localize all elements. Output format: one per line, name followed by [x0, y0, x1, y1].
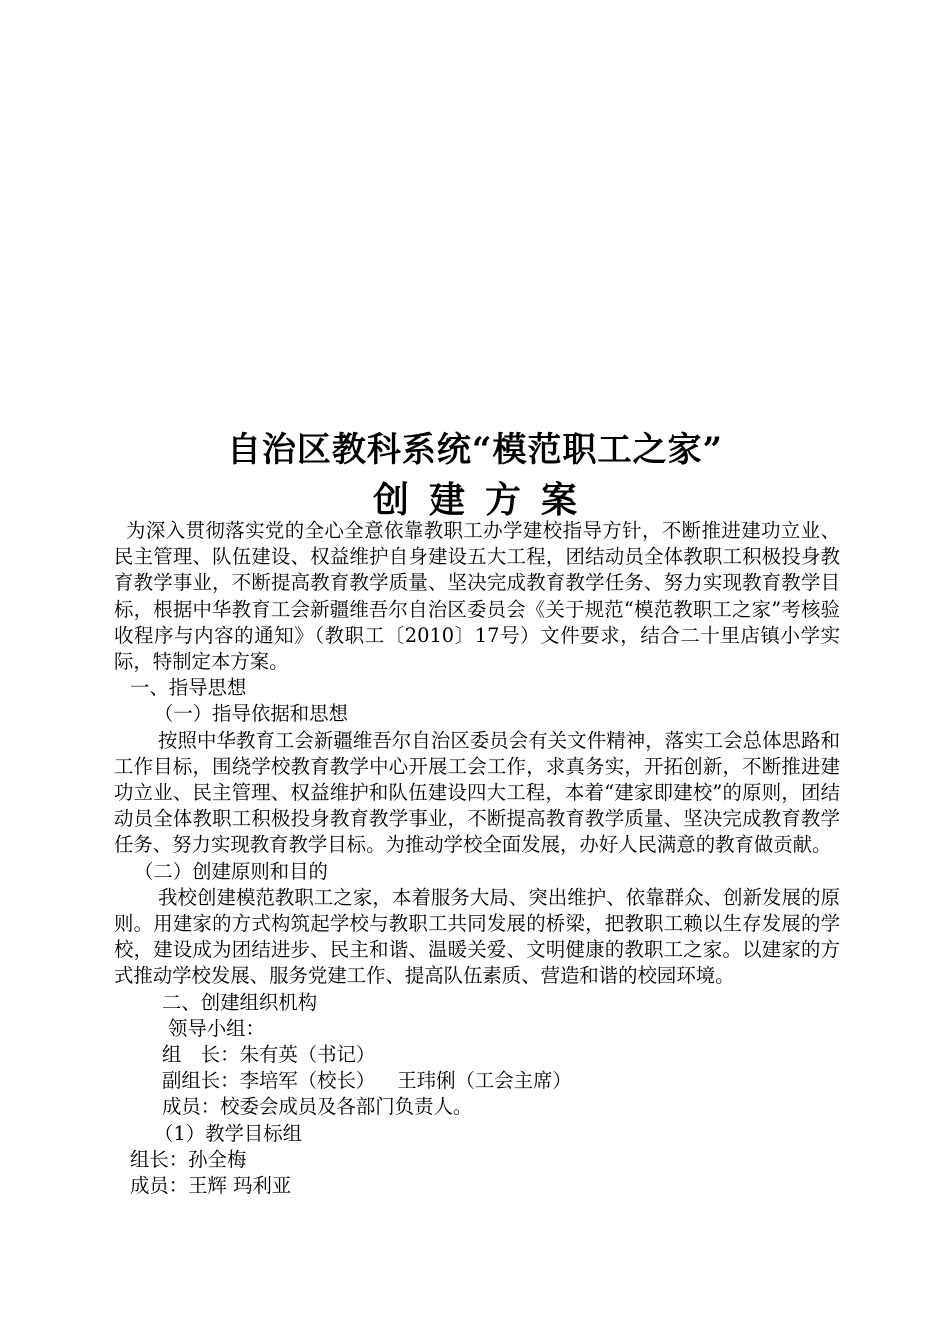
section1-heading: 一、指导思想 — [130, 676, 247, 700]
section1-sub2-heading: （二）创建原则和目的 — [134, 859, 328, 883]
group1-members-value: 王辉 玛利亚 — [188, 1174, 292, 1198]
group1-members-row — [114, 1173, 840, 1199]
deputy-label: 副组长： — [162, 1069, 240, 1093]
group1-leader-row — [114, 1147, 840, 1173]
document-body — [114, 518, 840, 1199]
deputy-value-2: 王玮俐（工会主席） — [397, 1069, 572, 1093]
deputy-value-1: 李培军（校长） — [239, 1069, 376, 1093]
leader-row — [114, 1042, 840, 1068]
section1-sub2-paragraph: 我校创建模范教职工之家，本着服务大局、突出维护、依靠群众、创新发展的原则。用建家的方式构筑起学校与教职工共同发展的桥梁，把教职工赖以生存发展的学校，建设成为团结进步、民主和谐、温暖关爱、文明健康的教职工之家。以建家的方式推动学校发展、服务党建工作、提高队伍素质、营造和谐的校园环境。 — [114, 885, 840, 988]
group1-leader-value: 孙全梅 — [188, 1147, 247, 1171]
section1-sub1-heading: （一）指导依据和思想 — [154, 702, 348, 726]
group1-heading: （1）教学目标组 — [154, 1121, 303, 1145]
members-row — [114, 1094, 840, 1120]
leader-value: 朱有英（书记） — [239, 1043, 376, 1067]
leader-label: 组 长： — [162, 1043, 240, 1067]
intro-paragraph: 为深入贯彻落实党的全心全意依靠教职工办学建校指导方针，不断推进建功立业、民主管理、队伍建设、权益维护自身建设五大工程，团结动员全体教职工积极投身教育教学事业，不断提高教育教学质量、坚决完成教育教学任务、努力实现教育教学目标，根据中华教育工会新疆维吾尔自治区委员会《关于规范“模范教职工之家”考核验收程序与内容的通知》（教职工〔2010〕17号）文件要求，结合二十里店镇小学实际，特制定本方案。 — [114, 519, 840, 674]
document-subtitle: 创建方案 — [372, 479, 597, 521]
leadership-heading: 领导小组： — [168, 1016, 265, 1040]
deputy-row — [114, 1068, 840, 1094]
section1-sub1-paragraph: 按照中华教育工会新疆维吾尔自治区委员会有关文件精神，落实工会总体思路和工作目标，围绕学校教育教学中心开展工会工作，求真务实，开拓创新，不断推进建功立业、民主管理、权益维护和队伍建设四大工程，本着“建家即建校”的原则，团结动员全体教职工积极投身教育教学事业，不断提高教育教学质量、坚决完成教育教学任务、努力实现教育教学目标。为推动学校全面发展，办好人民满意的教育做贡献。 — [114, 728, 840, 857]
members-value: 校委会成员及各部门负责人。 — [220, 1095, 473, 1119]
group1-members-label: 成员： — [130, 1174, 189, 1198]
document-title: 自治区教科系统“模范职工之家” — [226, 430, 724, 470]
section2-heading: 二、创建组织机构 — [162, 990, 318, 1014]
group1-leader-label: 组长： — [130, 1147, 189, 1171]
members-label: 成员： — [162, 1095, 221, 1119]
